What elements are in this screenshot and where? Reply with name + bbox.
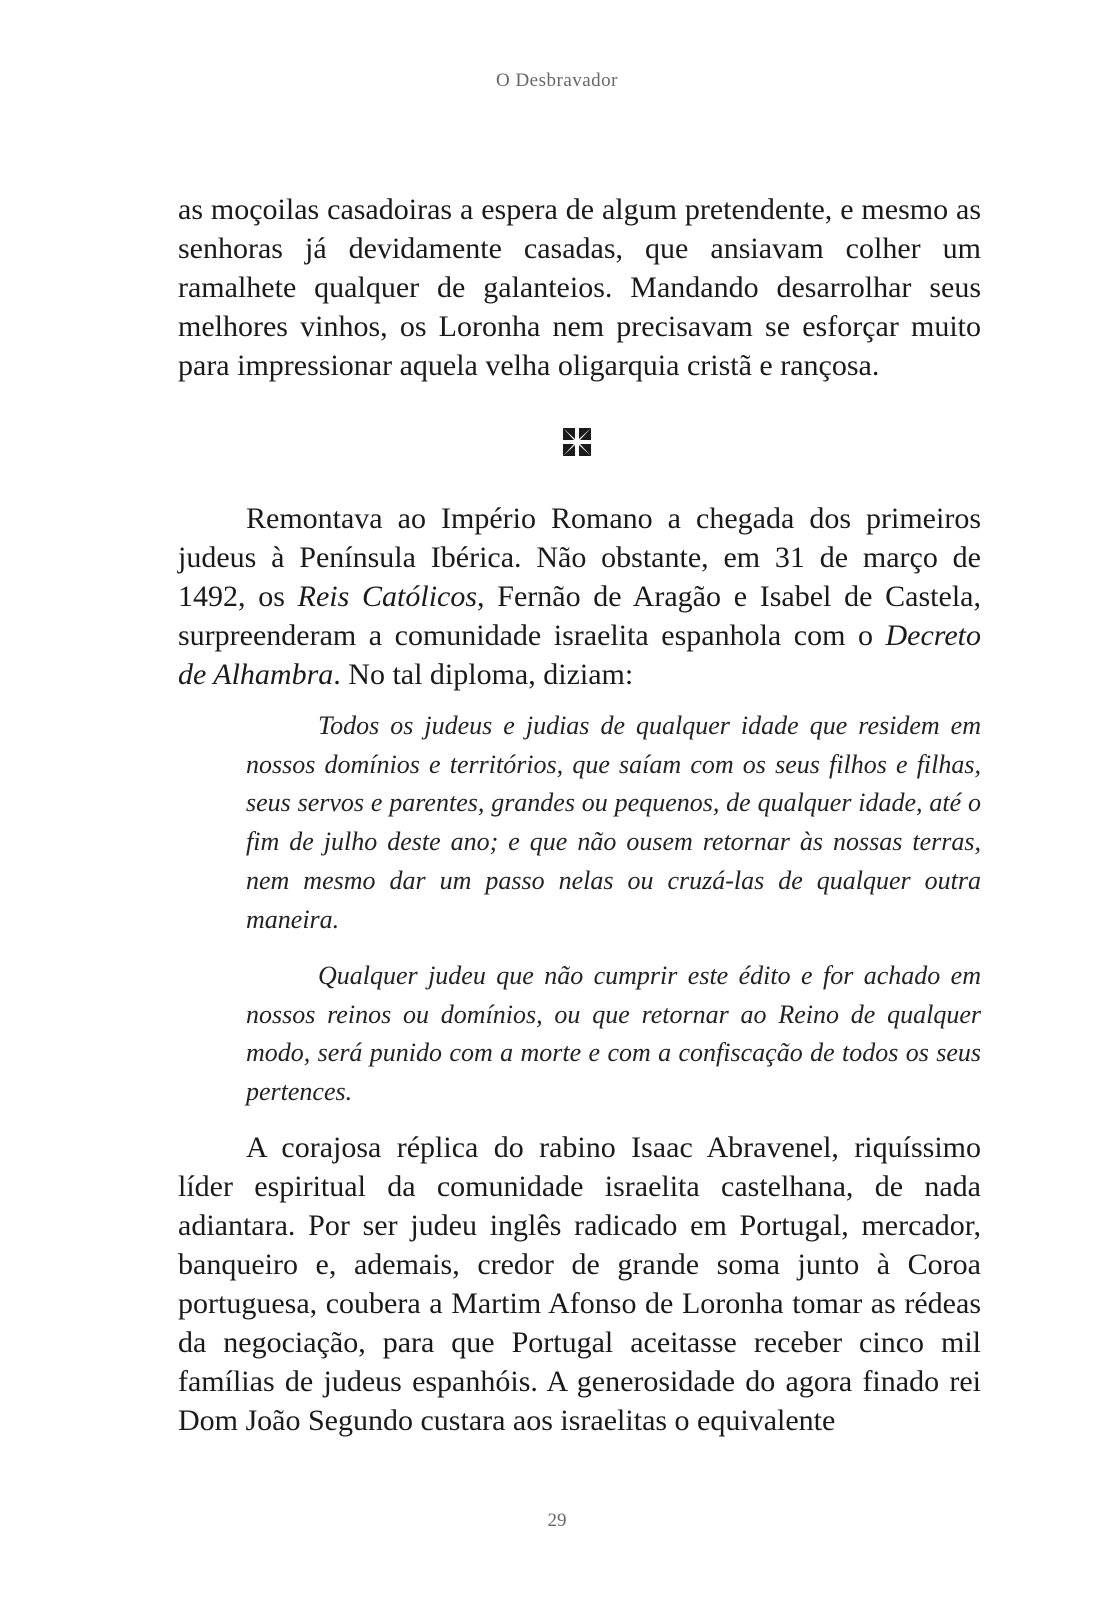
paragraph-text: A corajosa réplica do rabino Isaac Abravenel, riquíssimo líder espiritual da comunidade israelita castelhana, de nada adiantara. Por ser judeu inglês radicado em Portugal, mercador, banqueiro e, ademais, credor de grande soma junto à Coroa portuguesa, coubera a Martim Afonso de Loronha tomar as rédeas da negociação, para que Portugal aceitasse receber cinco mil famílias de judeus espanhóis. A generosidade do agora finado rei Dom João Segundo custara aos israelitas o equivalente xyxy=(178,1131,981,1437)
cross-pattee-icon xyxy=(561,426,593,458)
running-header: O Desbravador xyxy=(495,70,619,91)
paragraph-text: as moçoilas casadoiras a espera de algum pretendente, e mesmo as senhoras já devidamente casadas, que ansiavam colher um ramalhete qualquer de galanteios. Mandando desarrolhar seus melhores vinhos, os Loronha nem precisavam se esforçar muito para impressionar aquela velha oligarquia cristã e rançosa. xyxy=(178,193,981,382)
paragraph-abravenel xyxy=(178,1128,981,1440)
page-number: 29 xyxy=(547,1510,567,1531)
quote-paragraph: Qualquer judeu que não cumprir este édito e for achado em nossos reinos ou domínios, ou que retornar ao Reino de qualquer modo, será punido com a morte e com a confiscação de todos os seus pertences. xyxy=(246,961,981,1107)
paragraph-text xyxy=(178,499,981,694)
text-run: . No tal diploma, diziam: xyxy=(333,658,634,691)
text-run: Remontava ao Império Romano a chegada dos primeiros judeus à Península Ibérica. Não obstante, em 31 de março de 1492, os xyxy=(178,502,981,613)
italic-term: Reis Católicos xyxy=(297,580,478,613)
decree-quote xyxy=(246,707,981,939)
text-run: , Fernão de Aragão e Isabel de Castela, surpreenderam a comunidade israelita espanhola com o xyxy=(178,580,981,652)
paragraph-decree-intro xyxy=(178,499,981,694)
quote-paragraph: Todos os judeus e judias de qualquer idade que residem em nossos domínios e territórios, que saíam com os seus filhos e filhas, seus servos e parentes, grandes ou pequenos, de qualquer idade, até o fim de julho deste ano; e que não ousem retornar às nossas terras, nem mesmo dar um passo nelas ou cruzá-las de qualquer outra maneira. xyxy=(246,711,981,934)
decree-quote xyxy=(246,957,981,1112)
paragraph-continuation xyxy=(178,190,981,385)
italic-term: Decreto de Alhambra xyxy=(178,619,981,691)
